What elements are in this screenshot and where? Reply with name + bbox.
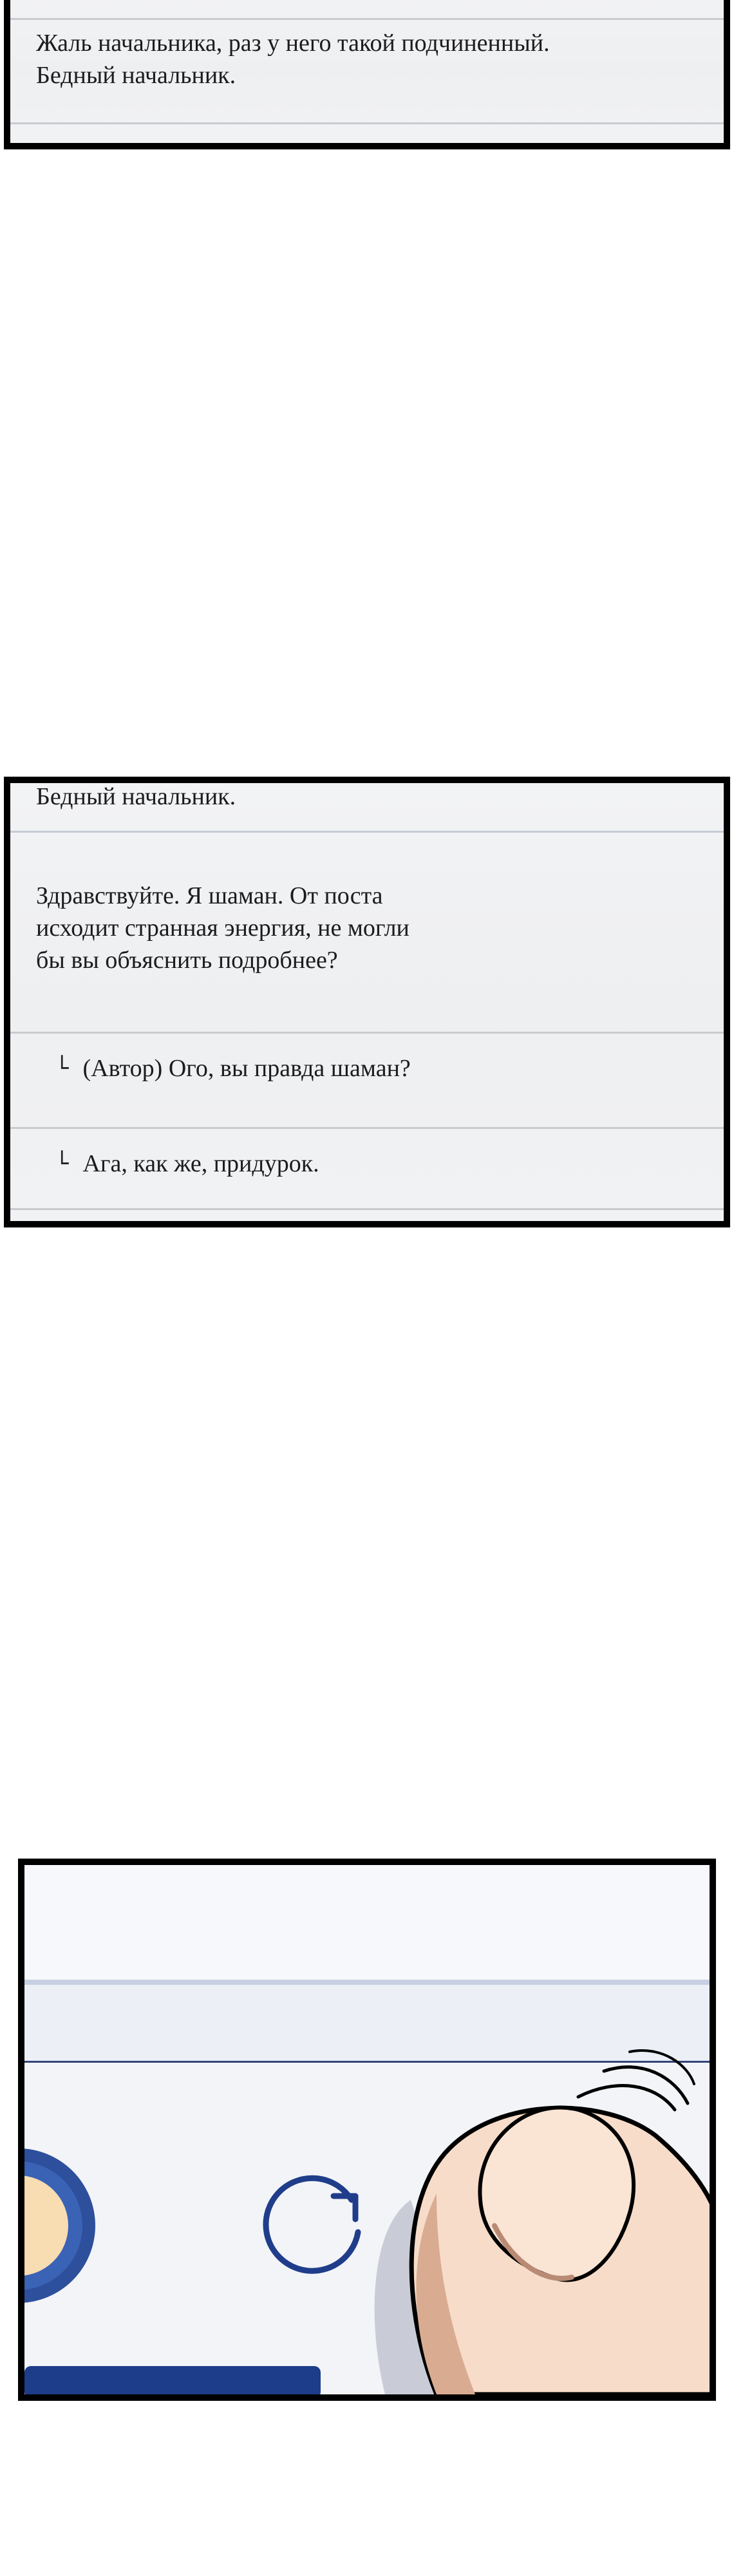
header-band xyxy=(24,1985,710,2062)
reply-arrow-icon: └ xyxy=(55,1151,69,1177)
divider xyxy=(10,831,724,833)
comment-text-line: Бедный начальник. xyxy=(36,783,236,810)
reply-text: (Автор) Ого, вы правда шаман? xyxy=(82,1055,411,1082)
comment-text-line: Бедный начальник. xyxy=(36,62,236,89)
header-bottom-line xyxy=(24,2061,710,2063)
reply-arrow-icon: └ xyxy=(55,1056,69,1081)
divider xyxy=(10,1032,724,1034)
cut-off-comment xyxy=(36,781,724,813)
refresh-closeup-panel xyxy=(18,1859,716,2401)
comment-item xyxy=(36,880,724,976)
bottom-button[interactable] xyxy=(24,2366,321,2394)
comment-item xyxy=(36,27,724,91)
divider xyxy=(10,1127,724,1129)
refresh-scene xyxy=(24,1865,710,2394)
reply-item xyxy=(55,1052,411,1084)
comment-text-line: Жаль начальника, раз у него такой подчиненный. xyxy=(36,30,550,57)
divider xyxy=(10,1208,724,1210)
comment-text-line: Здравствуйте. Я шаман. От поста xyxy=(36,882,383,909)
comment-panel-2 xyxy=(4,777,730,1227)
header-line xyxy=(24,1980,710,1985)
top-background xyxy=(24,1865,710,1981)
comment-panel-1 xyxy=(4,0,730,149)
reply-text: Ага, как же, придурок. xyxy=(82,1150,319,1177)
divider xyxy=(10,122,724,124)
comment-text-line: исходит странная энергия, не могли xyxy=(36,914,409,942)
divider xyxy=(10,18,724,20)
comment-text-line: бы вы объяснить подробнее? xyxy=(36,947,338,974)
reply-item xyxy=(55,1148,319,1180)
